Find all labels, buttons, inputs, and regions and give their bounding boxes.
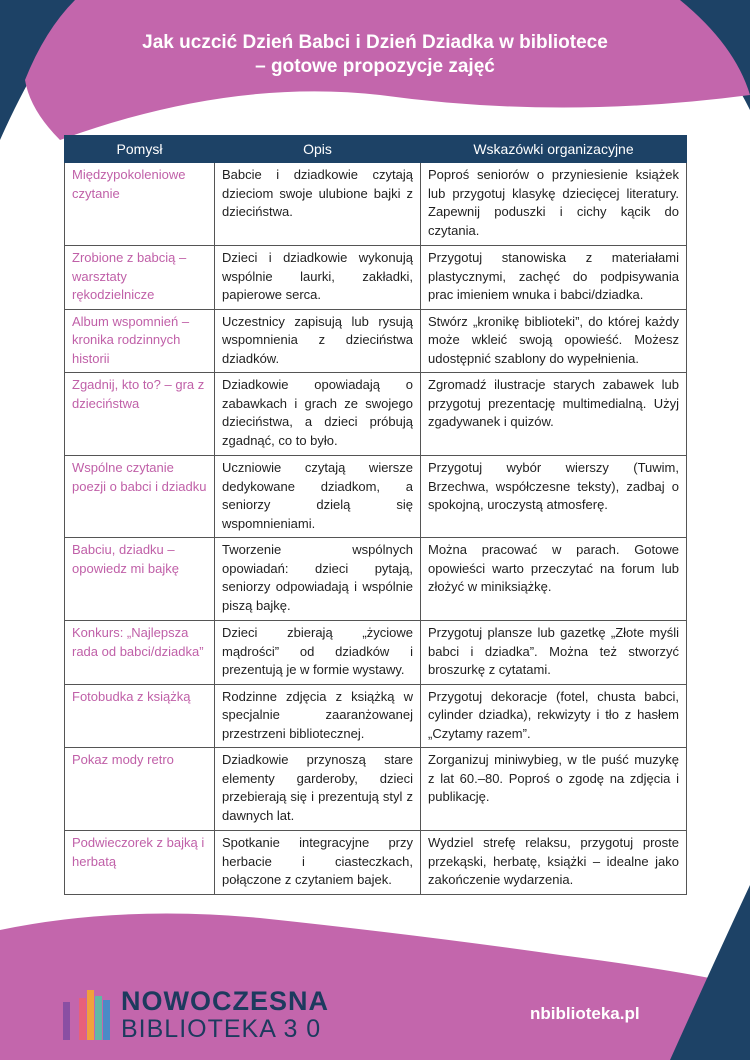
column-header-description: Opis bbox=[215, 136, 421, 163]
page-title-line-2: – gotowe propozycje zajęć bbox=[255, 56, 495, 77]
idea-cell: Wspólne czytanie poezji o babci i dziadku bbox=[65, 456, 215, 538]
description-cell: Dziadkowie przynoszą stare elementy garderoby, dzieci przebierają się i prezentują styl z dawnych lat. bbox=[215, 748, 421, 831]
table-row bbox=[65, 163, 687, 246]
idea-cell: Album wspomnień – kronika rodzinnych historii bbox=[65, 309, 215, 373]
column-header-idea: Pomysł bbox=[65, 136, 215, 163]
table-row bbox=[65, 831, 687, 895]
bottom-right-navy-shape bbox=[670, 885, 750, 1060]
tips-cell: Przygotuj wybór wierszy (Tuwim, Brzechwa, współczesne teksty), zadbaj o spokojną, uroczystą atmosferę. bbox=[421, 456, 687, 538]
idea-cell: Fotobudka z książką bbox=[65, 684, 215, 748]
tips-cell: Przygotuj stanowiska z materiałami plastycznymi, zachęć do podpisywania prac imieniem wnuka i babci/dziadka. bbox=[421, 246, 687, 310]
description-cell: Tworzenie wspólnych opowiadań: dzieci pytają, seniorzy odpowiadają i wspólnie piszą bajkę. bbox=[215, 538, 421, 621]
tips-cell: Poproś seniorów o przyniesienie książek lub przygotuj klasykę dziecięcej literatury. Zapewnij poduszki i cichy kącik do czytania. bbox=[421, 163, 687, 246]
page-title-line-1: Jak uczcić Dzień Babci i Dzień Dziadka w bibliotece bbox=[142, 32, 608, 53]
ideas-table bbox=[64, 135, 687, 895]
description-cell: Dzieci i dziadkowie wykonują wspólnie laurki, zakładki, papierowe serca. bbox=[215, 246, 421, 310]
table-row bbox=[65, 538, 687, 621]
description-cell: Uczniowie czytają wiersze dedykowane dziadkom, a seniorzy dzielą się wspomnieniami. bbox=[215, 456, 421, 538]
table-row bbox=[65, 373, 687, 456]
logo-text-line-1: NOWOCZESNA bbox=[121, 986, 329, 1016]
website-link[interactable]: nbiblioteka.pl bbox=[530, 1004, 640, 1023]
idea-cell: Konkurs: „Najlepsza rada od babci/dziadka” bbox=[65, 621, 215, 685]
table-row bbox=[65, 456, 687, 538]
description-cell: Spotkanie integracyjne przy herbacie i ciasteczkach, połączone z czytaniem bajek. bbox=[215, 831, 421, 895]
table-row bbox=[65, 246, 687, 310]
tips-cell: Przygotuj dekoracje (fotel, chusta babci, cylinder dziadka), rekwizyty i tło z hasłem „Czytamy razem”. bbox=[421, 684, 687, 748]
table-row bbox=[65, 309, 687, 373]
idea-cell: Międzypokoleniowe czytanie bbox=[65, 163, 215, 246]
column-header-tips: Wskazówki organizacyjne bbox=[421, 136, 687, 163]
tips-cell: Zgromadź ilustracje starych zabawek lub przygotuj prezentację multimedialną. Użyj zgadywanek i quizów. bbox=[421, 373, 687, 456]
idea-cell: Zgadnij, kto to? – gra z dzieciństwa bbox=[65, 373, 215, 456]
description-cell: Dzieci zbierają „życiowe mądrości” od dziadków i prezentują je w formie wystawy. bbox=[215, 621, 421, 685]
books-logo-icon bbox=[63, 988, 115, 1040]
tips-cell: Można pracować w parach. Gotowe opowieści warto przeczytać na forum lub złożyć w miniksiążkę. bbox=[421, 538, 687, 621]
idea-cell: Pokaz mody retro bbox=[65, 748, 215, 831]
tips-cell: Zorganizuj miniwybieg, w tle puść muzykę z lat 60.–80. Poproś o zgodę na zdjęcia i publikację. bbox=[421, 748, 687, 831]
idea-cell: Podwieczorek z bajką i herbatą bbox=[65, 831, 215, 895]
description-cell: Dziadkowie opowiadają o zabawkach i grach ze swojego dzieciństwa, a dzieci próbują zgadnąć, co to było. bbox=[215, 373, 421, 456]
idea-cell: Zrobione z babcią – warsztaty rękodzielnicze bbox=[65, 246, 215, 310]
table-header-row bbox=[65, 136, 687, 163]
tips-cell: Stwórz „kronikę biblioteki”, do której każdy może wkleić swoją opowieść. Możesz udostępnić szablony do wypełnienia. bbox=[421, 309, 687, 373]
tips-cell: Wydziel strefę relaksu, przygotuj proste przekąski, herbatę, książki – idealne jako zakończenie wydarzenia. bbox=[421, 831, 687, 895]
table-row bbox=[65, 621, 687, 685]
description-cell: Babcie i dziadkowie czytają dzieciom swoje ulubione bajki z dzieciństwa. bbox=[215, 163, 421, 246]
description-cell: Uczestnicy zapisują lub rysują wspomnienia z dzieciństwa dziadków. bbox=[215, 309, 421, 373]
idea-cell: Babciu, dziadku – opowiedz mi bajkę bbox=[65, 538, 215, 621]
page-title bbox=[0, 31, 750, 79]
table-row bbox=[65, 748, 687, 831]
logo-text-line-2: BIBLIOTEKA 3 0 bbox=[121, 1015, 322, 1043]
table-row bbox=[65, 684, 687, 748]
description-cell: Rodzinne zdjęcia z książką w specjalnie zaaranżowanej przestrzeni bibliotecznej. bbox=[215, 684, 421, 748]
tips-cell: Przygotuj plansze lub gazetkę „Złote myśli babci i dziadka”. Można też stworzyć broszurkę z cytatami. bbox=[421, 621, 687, 685]
